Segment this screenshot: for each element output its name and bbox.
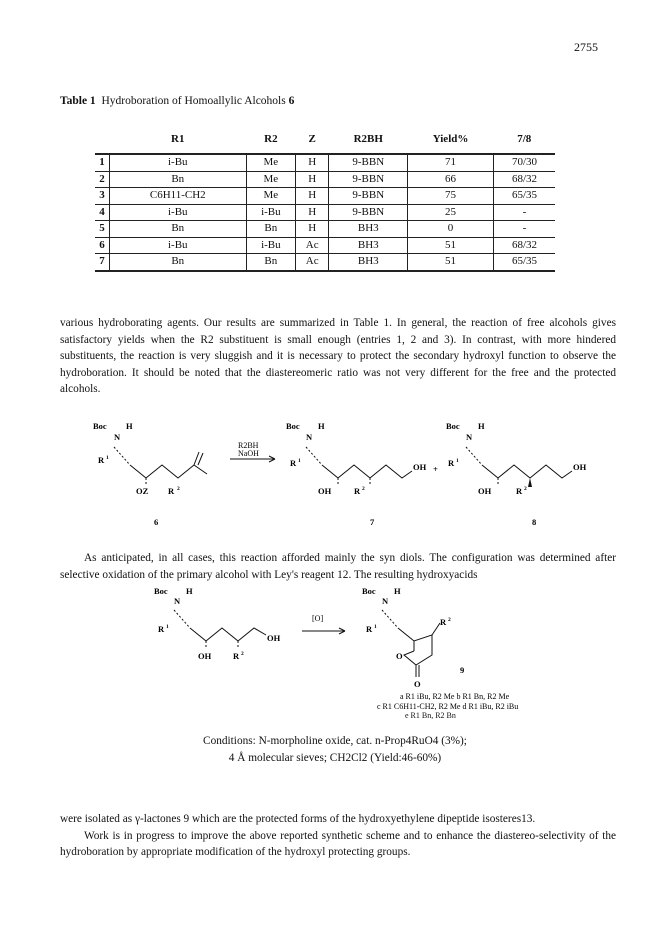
table-caption-num: 6	[288, 95, 295, 107]
oxidant-label: [O]	[312, 614, 324, 623]
h-label-7: H	[318, 421, 325, 431]
legend-line-3: e R1 Bn, R2 Bn	[405, 711, 456, 720]
table-row	[95, 171, 555, 188]
table-header-z: Z	[308, 133, 316, 145]
oh-label-8a: OH	[478, 486, 492, 496]
table-cell: 65/35	[493, 188, 555, 205]
r1-label-8: R	[448, 458, 455, 468]
reagent-naoh: NaOH	[238, 449, 259, 458]
table-cell: Bn	[109, 171, 246, 188]
r2-label-7: R	[354, 486, 361, 496]
svg-text:2: 2	[362, 486, 365, 492]
table-header-ratio: 7/8	[517, 133, 532, 145]
table-header-reagent: R2BH	[353, 133, 383, 145]
table-cell: 66	[408, 171, 494, 188]
reagent-r2bh: R2BH	[238, 441, 259, 450]
h-label-6: H	[126, 421, 133, 431]
r2-label-diol: R	[233, 651, 240, 661]
table-cell: Ac	[296, 237, 329, 254]
r2-label-6: R	[168, 486, 175, 496]
table-cell: 25	[408, 204, 494, 221]
table-row	[95, 237, 555, 254]
conditions-line-2: 4 Å molecular sieves; CH2Cl2 (Yield:46-60%)	[228, 752, 442, 764]
table-cell: 51	[408, 254, 494, 271]
table-cell: 9-BBN	[329, 171, 408, 188]
table-header-yield: Yield%	[432, 133, 469, 145]
table-cell: Bn	[246, 221, 295, 238]
table-header-r2: R2	[264, 133, 278, 145]
plus-sign: +	[433, 464, 438, 474]
table-cell: 2	[99, 172, 105, 185]
table-cell: 9-BBN	[329, 188, 408, 205]
paragraph-syn-diols: As anticipated, in all cases, this reaction afforded mainly the syn diols. The configuration was determined after selective oxidation of the primary alcohol with Ley's reagent 12. The resulting hydroxyacids	[60, 552, 616, 581]
table-cell: Bn	[109, 254, 246, 271]
svg-text:1: 1	[166, 624, 169, 630]
compound-7-label: 7	[370, 517, 375, 527]
n-label-7: N	[306, 432, 313, 442]
oz-label-6: OZ	[136, 486, 149, 496]
legend-line-1: a R1 iBu, R2 Me b R1 Bn, R2 Me	[400, 692, 510, 701]
backbone-6	[130, 465, 194, 478]
r1-label-lactone: R	[366, 624, 373, 634]
backbone-7	[322, 465, 412, 478]
alkene-6	[194, 452, 207, 474]
oh-label-7b: OH	[413, 462, 427, 472]
r1-label-diol: R	[158, 624, 165, 634]
table-cell: H	[296, 221, 329, 238]
n-label-lactone: N	[382, 596, 389, 606]
conditions	[185, 733, 485, 767]
conditions-line-1: Conditions: N-morpholine oxide, cat. n-Prop4RuO4 (3%);	[203, 735, 467, 747]
r1-label-6: R	[98, 455, 105, 465]
table-cell: 65/35	[493, 254, 555, 271]
compound-6-label: 6	[154, 517, 159, 527]
n-label-diol: N	[174, 596, 181, 606]
r1-label-7: R	[290, 458, 297, 468]
table-cell: i-Bu	[109, 204, 246, 221]
scheme-oxidation	[140, 585, 560, 710]
backbone-diol	[190, 628, 266, 641]
boc-label-6: Boc	[93, 421, 107, 431]
table-header-entry	[95, 125, 109, 154]
table-row	[95, 188, 555, 205]
paragraph-future-work: Work is in progress to improve the above reported synthetic scheme and to enhance the diastereo-selectivity of the hydroboration by appropriate modification of the hydroxyl protecting groups.	[60, 829, 616, 858]
svg-text:2: 2	[177, 486, 180, 492]
table-cell: Bn	[109, 221, 246, 238]
h-label-8: H	[478, 421, 485, 431]
n-label-8: N	[466, 432, 473, 442]
table-cell: H	[296, 204, 329, 221]
hydroboration-table	[95, 125, 555, 272]
table-cell: 71	[408, 154, 494, 171]
table-cell: i-Bu	[109, 237, 246, 254]
table-row	[95, 221, 555, 238]
table-row	[95, 154, 555, 171]
table-cell: -	[493, 204, 555, 221]
table-cell: 70/30	[493, 154, 555, 171]
svg-text:2: 2	[241, 651, 244, 657]
table-cell: 9-BBN	[329, 154, 408, 171]
table-caption	[60, 95, 294, 107]
r2-label-8: R	[516, 486, 523, 496]
n-label-6: N	[114, 432, 121, 442]
table-header-r1: R1	[171, 133, 185, 145]
boc-label-lactone: Boc	[362, 586, 376, 596]
table-cell: H	[296, 188, 329, 205]
table-cell: 3	[99, 189, 105, 202]
boc-label-8: Boc	[446, 421, 460, 431]
table-cell: i-Bu	[109, 154, 246, 171]
r2-label-lactone: R	[440, 617, 447, 627]
boc-label-diol: Boc	[154, 586, 168, 596]
table-cell: 6	[99, 238, 105, 251]
svg-text:1: 1	[456, 458, 459, 464]
table-row	[95, 254, 555, 271]
table-caption-text: Hydroboration of Homoallylic Alcohols	[101, 95, 286, 107]
svg-text:1: 1	[106, 455, 109, 461]
table-caption-label: Table 1	[60, 95, 96, 107]
oh-label-diol-a: OH	[198, 651, 212, 661]
svg-text:2: 2	[524, 486, 527, 492]
scheme-hydroboration	[60, 412, 620, 537]
oh-label-diol-b: OH	[267, 633, 281, 643]
table-cell: i-Bu	[246, 237, 295, 254]
svg-text:1: 1	[374, 624, 377, 630]
table-cell: H	[296, 154, 329, 171]
oh-label-8b: OH	[573, 462, 587, 472]
table-cell: 51	[408, 237, 494, 254]
table-cell: 75	[408, 188, 494, 205]
table-cell: 7	[99, 255, 105, 268]
paragraph-conclusion	[60, 811, 616, 861]
table-cell: Me	[246, 188, 295, 205]
table-cell: BH3	[329, 237, 408, 254]
boc-label-7: Boc	[286, 421, 300, 431]
table-cell: 0	[408, 221, 494, 238]
table-cell: i-Bu	[246, 204, 295, 221]
table-cell: 9-BBN	[329, 204, 408, 221]
svg-text:2: 2	[448, 617, 451, 623]
compound-9-label: 9	[460, 665, 465, 675]
table-cell: -	[493, 221, 555, 238]
table-cell: 68/32	[493, 171, 555, 188]
table-cell: Me	[246, 154, 295, 171]
legend-line-2: c R1 C6H11-CH2, R2 Me d R1 iBu, R2 iBu	[377, 702, 519, 710]
table-cell: BH3	[329, 254, 408, 271]
table-row	[95, 204, 555, 221]
oh-label-7a: OH	[318, 486, 332, 496]
alkene-double-6	[198, 453, 203, 465]
svg-text:1: 1	[298, 458, 301, 464]
page-number: 2755	[574, 40, 598, 54]
table-cell: Bn	[246, 254, 295, 271]
table-cell: BH3	[329, 221, 408, 238]
table-cell: 5	[99, 222, 105, 235]
table-cell: H	[296, 171, 329, 188]
lactone-chain	[398, 623, 440, 651]
compound-8-label: 8	[532, 517, 537, 527]
h-label-lactone: H	[394, 586, 401, 596]
table-cell: 1	[99, 156, 105, 169]
table-cell: 68/32	[493, 237, 555, 254]
paragraph-results: various hydroborating agents. Our results are summarized in Table 1. In general, the reaction of free alcohols gives satisfactory yields when the R2 substituent is small enough (entries 1, 2 and 3). In contrast, with more hindered substituents, the reaction is very sluggish and it is necessary to protect the secondary hydroxyl function to observe the hydroboration. It should be noted that the diastereomeric ratio was not very different for the free and the protected alcohols.	[60, 317, 616, 395]
o-ring-label: O	[396, 651, 403, 661]
table-cell: Me	[246, 171, 295, 188]
table-cell: C6H11-CH2	[109, 188, 246, 205]
paragraph-lactones: were isolated as γ-lactones 9 which are the protected forms of the hydroxyethylene dipeptide isosteres13.	[60, 813, 536, 825]
table-header-row	[95, 125, 555, 154]
table-cell: Ac	[296, 254, 329, 271]
wedge-bond-8	[528, 478, 532, 487]
backbone-8	[482, 465, 572, 478]
o-carbonyl-label: O	[414, 679, 421, 689]
table-cell: 4	[99, 205, 105, 218]
h-label-diol: H	[186, 586, 193, 596]
